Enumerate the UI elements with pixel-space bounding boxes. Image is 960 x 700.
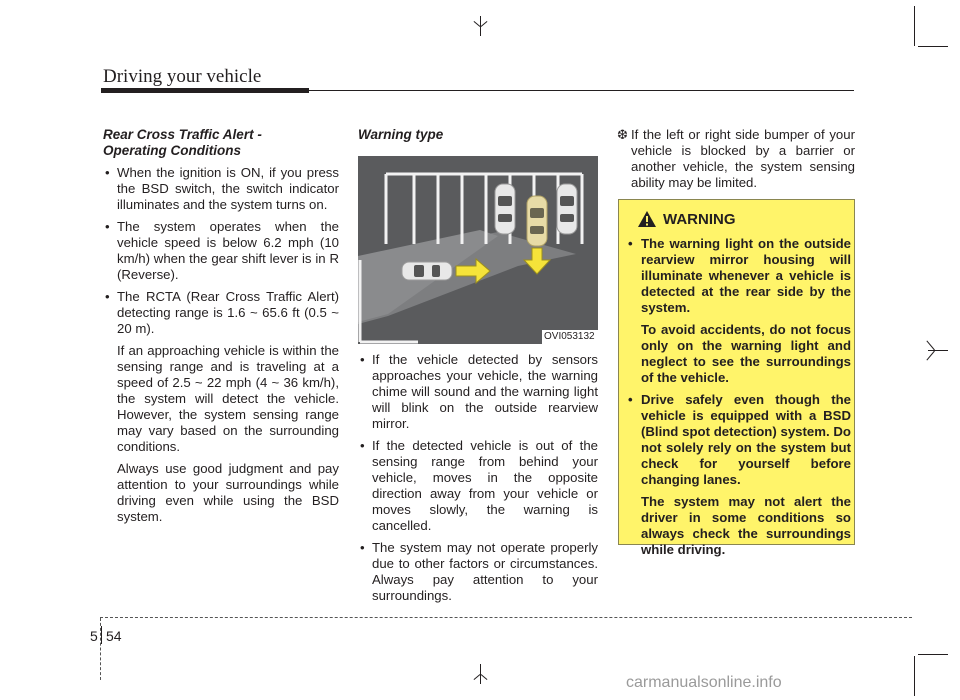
list-item: • If the vehicle detected by sensors approaches your vehicle, the warning chime will sound and the warning light will blink on the outside rearview mirror. (358, 352, 598, 432)
warning-type-list (358, 352, 598, 604)
list-item-text: The RCTA (Rear Cross Traffic Alert) detecting range is 1.6 ~ 65.6 ft (0.5 ~ 20 m). (117, 289, 339, 336)
heading-line-2: Operating Conditions (103, 143, 241, 158)
detection-paragraph: If an approaching vehicle is within the sensing range and is traveling at a speed of 2.5 ~ 22 mph (4 ~ 36 km/h), the system will detect the vehicle. However, the system sensing range may vary based on the surrounding conditions. (117, 343, 339, 454)
section-number: 5 (90, 628, 98, 644)
warning-triangle-icon (637, 210, 657, 228)
approaching-car (402, 262, 452, 280)
warning-title: WARNING (663, 210, 736, 228)
list-item: • When the ignition is ON, if you press the BSD switch, the switch indicator illuminates and the system turns on. (103, 165, 339, 213)
list-item (627, 392, 851, 558)
figure-code: OVI053132 (544, 331, 595, 342)
bumper-note (617, 127, 855, 191)
right-column (617, 127, 855, 191)
rcta-illustration (358, 156, 598, 344)
page-number: 54 (106, 628, 122, 644)
header-rule-thick (101, 88, 309, 93)
parked-car-left (495, 184, 515, 234)
warning-header (637, 210, 736, 228)
list-item: • The system operates when the vehicle speed is below 6.2 mph (10 km/h) when the gear shift lever is in R (Reverse). (103, 219, 339, 283)
left-column (103, 127, 339, 525)
warning-item-paragraph: The system may not alert the driver in some conditions so always check the surroundings while driving. (641, 494, 851, 557)
warning-item-text: The warning light on the outside rearview mirror housing will illuminate whenever a vehicle is detected at the rear side by the system. (641, 236, 851, 315)
middle-column (358, 127, 598, 149)
warning-type-bullets (358, 352, 598, 610)
note-snowflake-icon: ❆ (617, 127, 629, 142)
heading-line-1: Rear Cross Traffic Alert - (103, 127, 262, 142)
warning-list (627, 236, 851, 564)
own-car (527, 196, 547, 246)
note-text: If the left or right side bumper of your vehicle is blocked by a barrier or another vehicle, the system sensing ability may be limited. (631, 127, 855, 190)
warning-box (618, 199, 855, 557)
page-header-title: Driving your vehicle (103, 66, 262, 87)
judgment-paragraph: Always use good judgment and pay attention to your surroundings while driving even while using the BSD system. (117, 461, 339, 524)
parking-scene-drawing (358, 156, 598, 344)
page-number-divider (101, 626, 102, 644)
header-rule-thin (309, 90, 854, 91)
footer-dashed-rule (100, 617, 912, 618)
rcta-bullet-list (103, 165, 339, 525)
rcta-conditions-heading (103, 127, 339, 159)
parked-car-right (557, 184, 577, 234)
list-item (103, 289, 339, 525)
warning-item-text: Drive safely even though the vehicle is equipped with a BSD (Blind spot detection) system. Do not solely rely on the system but check for yourself before changing lanes. (641, 392, 851, 487)
warning-item-paragraph: To avoid accidents, do not focus only on the warning light and neglect to see the surroundings of the vehicle. (641, 322, 851, 385)
list-item: • The system may not operate properly due to other factors or circumstances. Always pay attention to your surroundings. (358, 540, 598, 604)
watermark-text: carmanualsonline.info (626, 674, 782, 691)
list-item: • If the detected vehicle is out of the sensing range from behind your vehicle, moves in the opposite direction away from your vehicle or moves slowly, the warning is cancelled. (358, 438, 598, 534)
warning-type-heading: Warning type (358, 127, 444, 142)
list-item (627, 236, 851, 386)
